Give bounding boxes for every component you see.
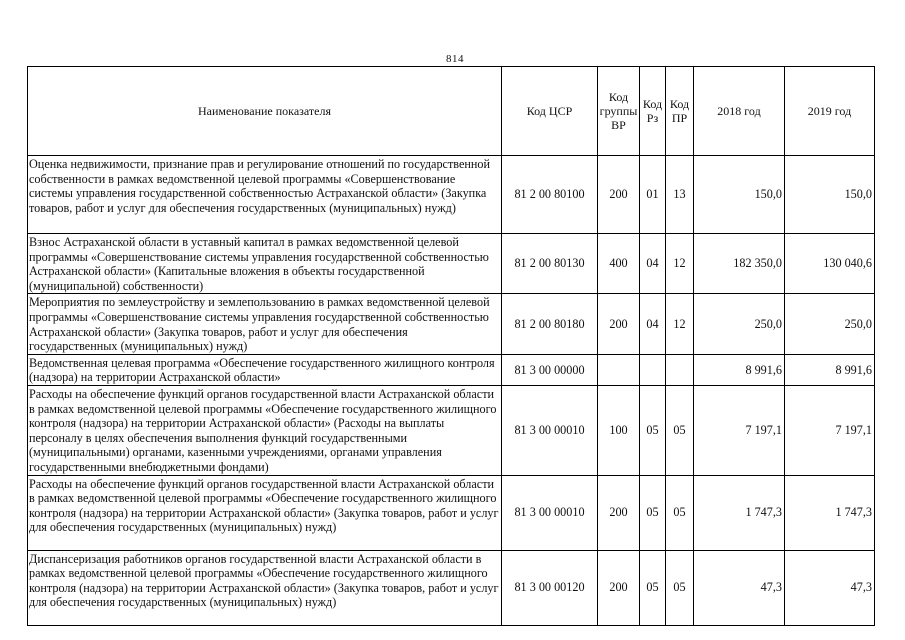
cell-name: Мероприятия по землеустройству и землепользованию в рамках ведомственной целевой программы «Совершенствование системы управления государственной собственностью Астраханской области» (Закупка товаров, работ и услуг для обеспечения государственных (муниципальных) нужд) (28, 294, 502, 354)
table-header-row (28, 67, 875, 156)
cell-rz: 04 (640, 234, 666, 294)
cell-vr: 200 (598, 475, 640, 550)
cell-name: Взнос Астраханской области в уставный капитал в рамках ведомственной целевой программы «Совершенствование системы управления государственной собственностью Астраханской области» (Капитальные вложения в объекты государственной (муниципальной) собственности) (28, 234, 502, 294)
cell-rz: 05 (640, 385, 666, 475)
cell-name: Расходы на обеспечение функций органов государственной власти Астраханской области в рамках ведомственной целевой программы «Обеспечение государственного жилищного контроля (надзора) на территории Астраханской области» (Расходы на выплаты персоналу в целях обеспечения выполнения функций государственными (муниципальными) органами, казенными учреждениями, органами управления государственными внебюджетными фондами) (28, 385, 502, 475)
table-row (28, 156, 875, 234)
cell-2019: 150,0 (785, 156, 875, 234)
cell-2019: 8 991,6 (785, 354, 875, 385)
cell-csr: 81 2 00 80130 (502, 234, 598, 294)
table-row (28, 475, 875, 550)
cell-2019: 47,3 (785, 550, 875, 625)
cell-2018: 1 747,3 (694, 475, 785, 550)
cell-pr (666, 354, 694, 385)
header-vr: Код группы ВР (598, 67, 640, 156)
cell-2018: 47,3 (694, 550, 785, 625)
cell-csr: 81 2 00 80180 (502, 294, 598, 354)
table-row (28, 385, 875, 475)
cell-2018: 8 991,6 (694, 354, 785, 385)
cell-csr: 81 3 00 00000 (502, 354, 598, 385)
cell-2019: 1 747,3 (785, 475, 875, 550)
cell-2019: 250,0 (785, 294, 875, 354)
cell-2018: 250,0 (694, 294, 785, 354)
cell-name: Диспансеризация работников органов государственной власти Астраханской области в рамках ведомственной целевой программы «Обеспечение государственного жилищного контроля (надзора) на территории Астраханской области» (Закупка товаров, работ и услуг для обеспечения государственных (муниципальных) нужд) (28, 550, 502, 625)
cell-rz: 05 (640, 475, 666, 550)
header-2019: 2019 год (785, 67, 875, 156)
cell-rz: 04 (640, 294, 666, 354)
header-rz: Код Рз (640, 67, 666, 156)
cell-name: Оценка недвижимости, признание прав и регулирование отношений по государственной собственности в рамках ведомственной целевой программы «Совершенствование системы управления государственной собственностью Астраханской области» (Закупка товаров, работ и услуг для обеспечения государственных (муниципальных) нужд) (28, 156, 502, 234)
cell-pr: 05 (666, 550, 694, 625)
cell-pr: 05 (666, 385, 694, 475)
cell-name: Расходы на обеспечение функций органов государственной власти Астраханской области в рамках ведомственной целевой программы «Обеспечение государственного жилищного контроля (надзора) на территории Астраханской области» (Закупка товаров, работ и услуг для обеспечения государственных (муниципальных) нужд) (28, 475, 502, 550)
table-row (28, 294, 875, 354)
table-row (28, 234, 875, 294)
cell-pr: 12 (666, 234, 694, 294)
cell-2019: 7 197,1 (785, 385, 875, 475)
table-row (28, 354, 875, 385)
page-number: 814 (446, 53, 464, 65)
cell-rz: 01 (640, 156, 666, 234)
cell-2018: 150,0 (694, 156, 785, 234)
cell-vr: 400 (598, 234, 640, 294)
cell-vr: 200 (598, 550, 640, 625)
cell-vr: 200 (598, 156, 640, 234)
cell-csr: 81 3 00 00010 (502, 475, 598, 550)
cell-vr: 200 (598, 294, 640, 354)
cell-2019: 130 040,6 (785, 234, 875, 294)
cell-vr: 100 (598, 385, 640, 475)
header-pr: Код ПР (666, 67, 694, 156)
header-name: Наименование показателя (28, 67, 502, 156)
cell-pr: 13 (666, 156, 694, 234)
cell-vr (598, 354, 640, 385)
cell-2018: 7 197,1 (694, 385, 785, 475)
header-csr: Код ЦСР (502, 67, 598, 156)
budget-table (27, 66, 875, 626)
table-row (28, 550, 875, 625)
cell-rz: 05 (640, 550, 666, 625)
cell-2018: 182 350,0 (694, 234, 785, 294)
header-2018: 2018 год (694, 67, 785, 156)
cell-csr: 81 3 00 00120 (502, 550, 598, 625)
cell-pr: 12 (666, 294, 694, 354)
cell-rz (640, 354, 666, 385)
cell-name: Ведомственная целевая программа «Обеспечение государственного жилищного контроля (надзора) на территории Астраханской области» (28, 354, 502, 385)
cell-csr: 81 3 00 00010 (502, 385, 598, 475)
cell-pr: 05 (666, 475, 694, 550)
cell-csr: 81 2 00 80100 (502, 156, 598, 234)
